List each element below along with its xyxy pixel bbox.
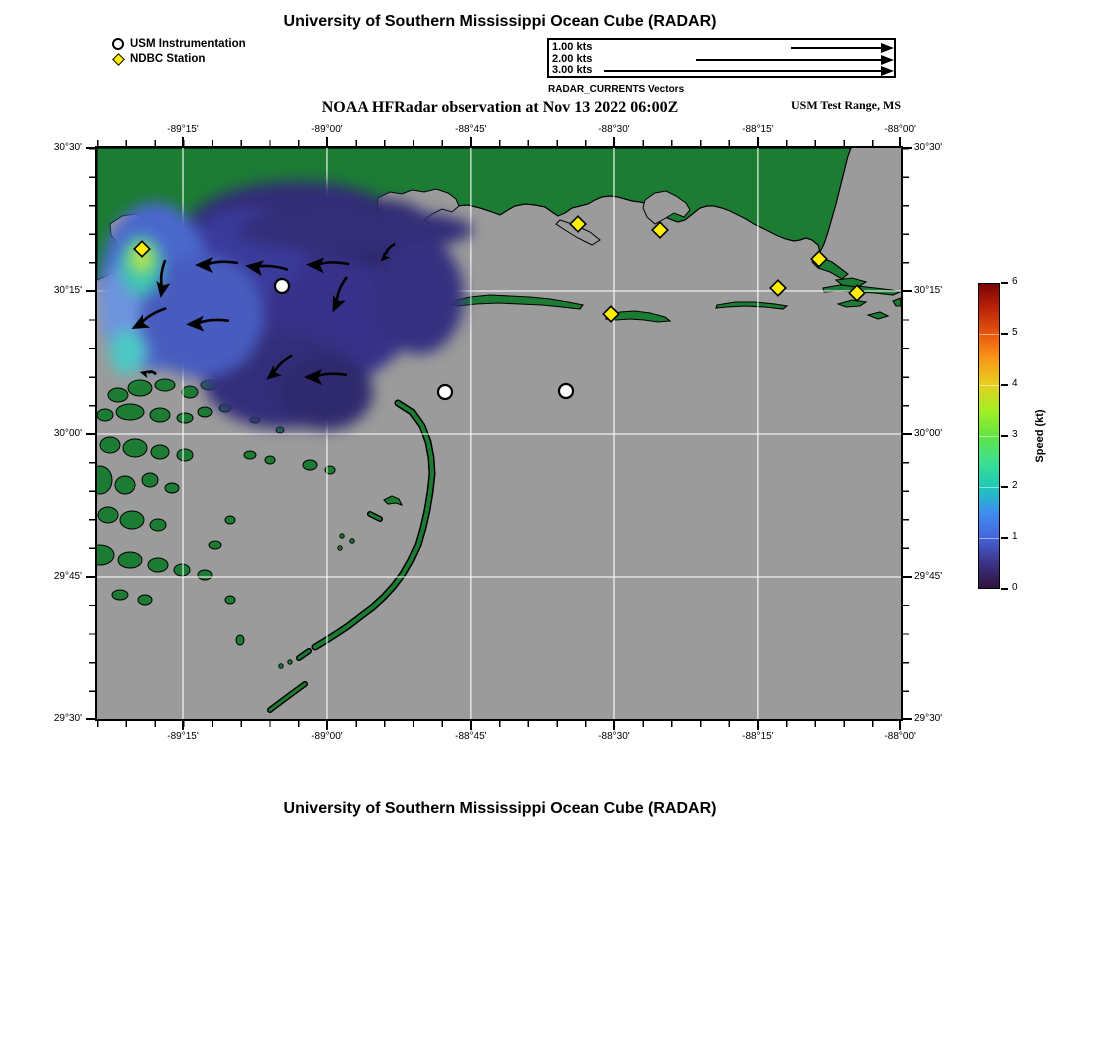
colorbar-gridline <box>979 385 999 386</box>
y-tick-label-right: 30°00' <box>914 428 943 439</box>
y-major-tick <box>903 576 912 578</box>
y-tick-label-left: 30°15' <box>53 284 82 296</box>
colorbar-tick-label: 4 <box>1012 378 1018 389</box>
x-major-tick <box>326 721 328 730</box>
colorbar-gridline <box>979 334 999 335</box>
colorbar-tick-label: 5 <box>1012 327 1018 338</box>
x-major-tick <box>470 721 472 730</box>
x-major-tick <box>613 137 615 146</box>
colorbar-tick-label: 6 <box>1012 276 1018 287</box>
vectors-and-stations-layer <box>97 148 901 719</box>
y-major-tick <box>903 147 912 149</box>
colorbar-title: Speed (kt) <box>1034 409 1046 463</box>
colorbar-tick <box>1001 537 1008 539</box>
y-major-tick <box>86 576 95 578</box>
scale-arrowhead-3 <box>881 66 894 76</box>
x-tick-label-top: -88°45' <box>455 124 487 135</box>
y-major-tick <box>86 718 95 720</box>
x-major-tick <box>899 137 901 146</box>
current-vector-arrow <box>326 275 355 315</box>
colorbar-tick-label: 1 <box>1012 531 1018 542</box>
current-vector-arrow <box>154 259 174 299</box>
x-major-tick <box>326 137 328 146</box>
y-tick-label-left: 29°30' <box>53 713 82 724</box>
colorbar-gridline <box>979 538 999 539</box>
scale-label-2kt: 2.00 kts <box>552 53 593 65</box>
legend-label-usm: USM Instrumentation <box>130 38 246 50</box>
colorbar-gridline <box>979 436 999 437</box>
y-major-tick <box>86 147 95 149</box>
scale-label-1kt: 1.00 kts <box>552 41 593 53</box>
vector-scale-caption: RADAR_CURRENTS Vectors <box>548 84 685 95</box>
y-major-tick <box>86 433 95 435</box>
current-vector-arrow <box>306 257 350 274</box>
usm-instrument-marker <box>275 279 289 293</box>
current-vector-arrow <box>262 352 298 385</box>
vector-scale-box <box>547 38 896 78</box>
usm-instrumentation-icon <box>112 38 124 50</box>
x-tick-label-top: -88°15' <box>742 124 774 135</box>
y-tick-label-left: 29°45' <box>53 570 82 582</box>
scale-arrowhead-2 <box>881 55 894 65</box>
y-major-tick <box>903 718 912 720</box>
page-title: University of Southern Mississippi Ocean Cube (RADAR) <box>283 13 717 30</box>
colorbar-tick <box>1001 588 1008 590</box>
colorbar-gridline <box>979 487 999 488</box>
x-major-tick <box>757 137 759 146</box>
x-tick-label-top: -88°30' <box>598 124 630 135</box>
range-label: USM Test Range, MS <box>790 98 901 112</box>
x-major-tick <box>182 137 184 146</box>
ndbc-station-marker <box>603 306 619 322</box>
bottom-page-title: University of Southern Mississippi Ocean Cube (RADAR) <box>283 800 717 817</box>
scale-arrow-tail-3 <box>604 70 884 72</box>
colorbar-tick <box>1001 486 1008 488</box>
scale-label-3kt: 3.00 kts <box>552 64 593 76</box>
y-tick-label-left: 30°30' <box>53 142 82 153</box>
colorbar-tick <box>1001 435 1008 437</box>
x-tick-label-bottom: -89°00' <box>311 731 343 742</box>
x-tick-label-bottom: -88°30' <box>598 731 630 742</box>
current-vector-arrow <box>304 369 347 385</box>
legend-label-ndbc: NDBC Station <box>130 53 206 65</box>
colorbar-tick <box>1001 333 1008 335</box>
y-major-tick <box>86 290 95 292</box>
ndbc-station-marker <box>570 216 586 232</box>
colorbar-tick-label: 0 <box>1012 582 1018 593</box>
current-vector-arrow <box>128 303 171 335</box>
scale-arrow-tail-1 <box>791 47 884 49</box>
current-vector-arrow <box>244 258 289 280</box>
x-major-tick <box>757 721 759 730</box>
colorbar-tick-label: 2 <box>1012 480 1018 491</box>
x-tick-label-bottom: -88°45' <box>455 731 487 742</box>
ndbc-station-marker <box>134 241 150 257</box>
ndbc-station-marker <box>770 280 786 296</box>
y-tick-label-left: 30°00' <box>53 428 82 439</box>
y-major-tick <box>903 290 912 292</box>
ndbc-station-marker <box>652 222 668 238</box>
current-vector-arrow <box>186 315 230 332</box>
usm-instrument-marker <box>438 385 452 399</box>
x-minor-ticks-bottom <box>97 721 901 727</box>
x-major-tick <box>899 721 901 730</box>
y-tick-label-right: 30°15' <box>914 284 943 296</box>
observation-subtitle: NOAA HFRadar observation at Nov 13 2022 06:00Z <box>321 99 679 116</box>
x-tick-label-top: -88°00' <box>884 124 916 135</box>
colorbar-tick <box>1001 282 1008 284</box>
scale-arrowhead-1 <box>881 43 894 53</box>
colorbar-tick-label: 3 <box>1012 429 1018 440</box>
map-plot-area <box>95 146 903 721</box>
x-major-tick <box>182 721 184 730</box>
x-tick-label-bottom: -88°00' <box>884 731 916 742</box>
y-tick-label-right: 29°30' <box>914 713 943 724</box>
current-vector-arrow <box>195 257 238 273</box>
usm-instrument-marker <box>559 384 573 398</box>
y-major-tick <box>903 433 912 435</box>
colorbar-tick <box>1001 384 1008 386</box>
y-tick-label-right: 29°45' <box>914 570 943 582</box>
ndbc-station-marker <box>849 285 865 301</box>
scale-arrow-tail-2 <box>696 59 884 61</box>
x-tick-label-top: -89°00' <box>311 124 343 135</box>
current-vector-arrow <box>378 242 400 264</box>
y-tick-label-right: 30°30' <box>914 142 943 153</box>
current-vector-arrow <box>139 368 157 380</box>
x-major-tick <box>470 137 472 146</box>
ndbc-station-marker <box>811 251 827 267</box>
x-tick-label-bottom: -89°15' <box>167 731 199 742</box>
ndbc-station-icon <box>112 53 125 66</box>
x-tick-label-top: -89°15' <box>167 124 199 135</box>
x-major-tick <box>613 721 615 730</box>
x-tick-label-bottom: -88°15' <box>742 731 774 742</box>
